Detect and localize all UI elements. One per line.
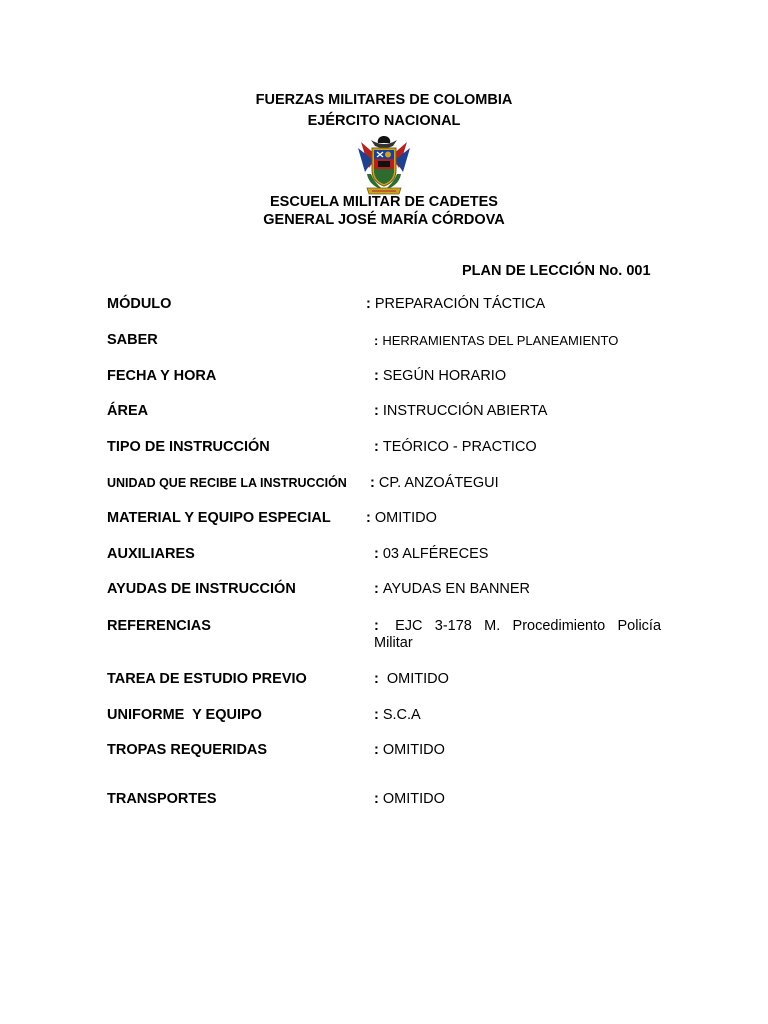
field-separator: :	[374, 403, 379, 419]
field-value-text: OMITIDO	[382, 742, 445, 758]
field-label: ÁREA	[107, 403, 149, 419]
field-separator: :	[374, 546, 379, 562]
field-label: FECHA Y HORA	[107, 368, 217, 384]
field-separator: :	[374, 742, 379, 758]
field-label: TRANSPORTES	[107, 791, 217, 807]
field-value-text: INSTRUCCIÓN ABIERTA	[382, 403, 548, 419]
header-line-2: EJÉRCITO NACIONAL	[307, 113, 461, 129]
field-value	[374, 618, 661, 652]
field-label: AYUDAS DE INSTRUCCIÓN	[107, 581, 296, 597]
field-value	[366, 296, 545, 312]
field-value-text: OMITIDO	[374, 510, 437, 526]
field-value-text: OMITIDO	[382, 791, 445, 807]
field-separator: :	[374, 368, 379, 384]
field-value	[374, 403, 547, 419]
field-label: UNIFORME Y EQUIPO	[107, 707, 262, 723]
field-value	[374, 742, 445, 758]
field-label: TROPAS REQUERIDAS	[107, 742, 268, 758]
field-separator: :	[374, 671, 379, 687]
field-value-line-2: Militar	[374, 635, 413, 651]
field-label: MATERIAL Y EQUIPO ESPECIAL	[107, 510, 331, 526]
field-value	[374, 707, 421, 723]
field-value-text: AYUDAS EN BANNER	[382, 581, 531, 597]
field-label: TAREA DE ESTUDIO PREVIO	[107, 671, 307, 687]
field-separator: :	[374, 439, 379, 455]
field-label: AUXILIARES	[107, 546, 195, 562]
coat-of-arms-icon	[355, 134, 413, 196]
field-separator: :	[374, 791, 379, 807]
field-separator: :	[374, 707, 379, 723]
field-separator: :	[374, 618, 379, 634]
field-value	[370, 475, 499, 491]
field-separator: :	[374, 581, 379, 597]
field-value	[374, 368, 506, 384]
field-label: MÓDULO	[107, 296, 172, 312]
field-label: UNIDAD QUE RECIBE LA INSTRUCCIÓN	[107, 476, 347, 490]
field-value-line-1	[374, 618, 661, 635]
field-value	[374, 333, 618, 348]
field-separator: :	[366, 296, 371, 312]
field-separator: :	[366, 510, 371, 526]
school-line-2: GENERAL JOSÉ MARÍA CÓRDOVA	[263, 212, 505, 228]
field-value	[374, 791, 445, 807]
field-value	[366, 510, 437, 526]
plan-title: PLAN DE LECCIÓN No. 001	[462, 263, 651, 279]
field-value-text: SEGÚN HORARIO	[382, 368, 507, 384]
field-value-text: EJC 3-178 M. Procedimiento Policía	[395, 618, 662, 634]
field-value-text: PREPARACIÓN TÁCTICA	[374, 296, 546, 312]
field-value-text: OMITIDO	[386, 671, 449, 687]
field-value	[374, 581, 530, 597]
school-line-1: ESCUELA MILITAR DE CADETES	[270, 194, 498, 210]
field-value-text: S.C.A	[382, 707, 421, 723]
field-value	[374, 439, 537, 455]
header-line-1: FUERZAS MILITARES DE COLOMBIA	[255, 92, 513, 108]
field-label: SABER	[107, 332, 158, 348]
field-label: TIPO DE INSTRUCCIÓN	[107, 439, 270, 455]
field-value-text: 03 ALFÉRECES	[382, 546, 489, 562]
field-label: REFERENCIAS	[107, 618, 211, 634]
field-value	[374, 546, 488, 562]
field-separator: :	[370, 475, 375, 491]
field-value-text: HERRAMIENTAS DEL PLANEAMIENTO	[382, 333, 619, 348]
field-value	[374, 671, 449, 687]
field-value-text: CP. ANZOÁTEGUI	[378, 475, 499, 491]
field-value-text: TEÓRICO - PRACTICO	[382, 439, 537, 455]
field-separator: :	[374, 333, 379, 348]
